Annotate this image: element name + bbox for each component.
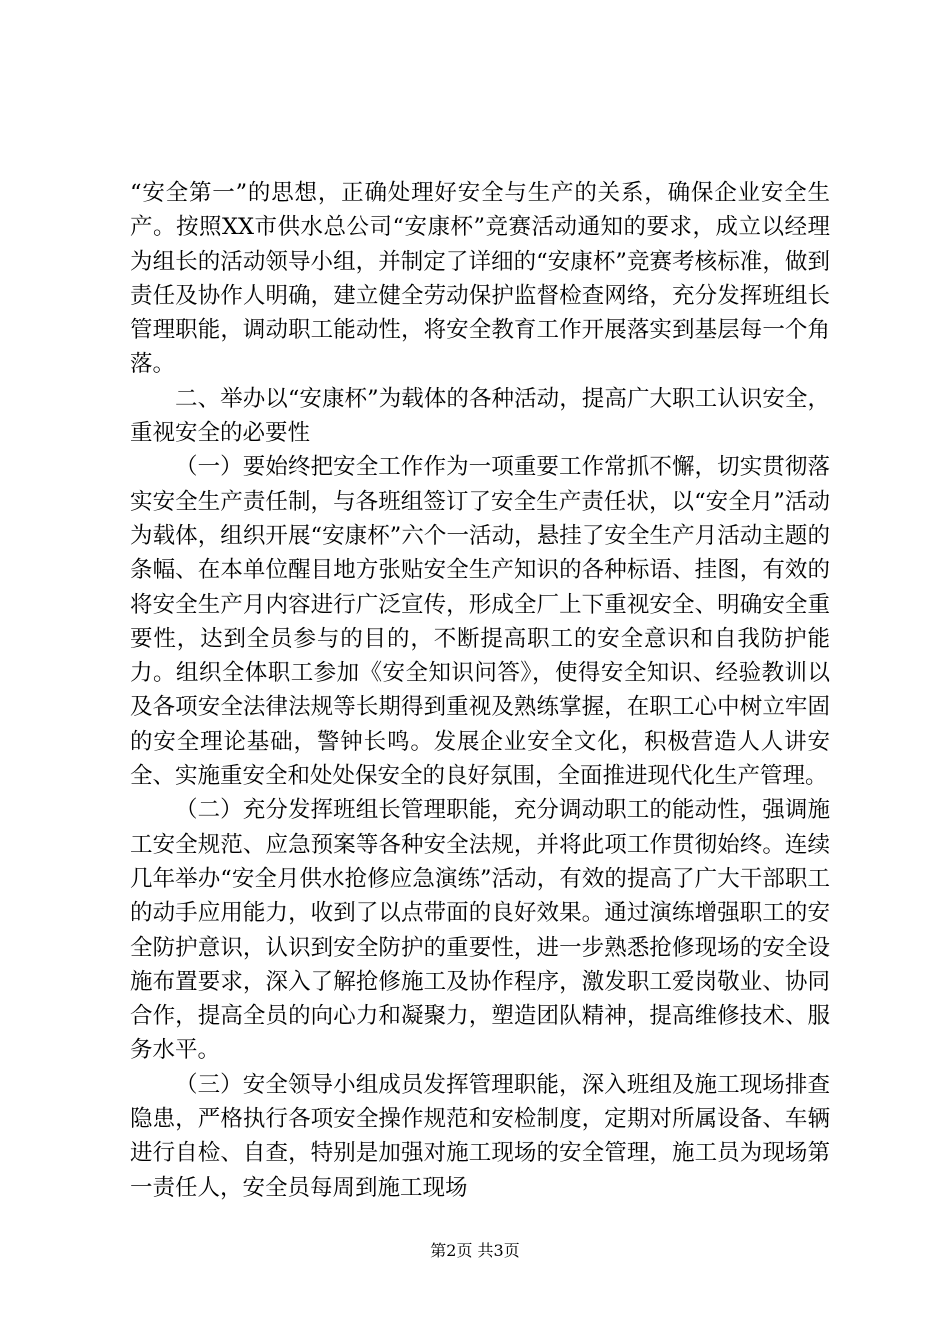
- page-footer: [0, 1240, 950, 1262]
- page-number: 第2页 共3页: [430, 1241, 520, 1260]
- paragraph-item-one: （一）要始终把安全工作作为一项重要工作常抓不懈，切实贯彻落实安全生产责任制，与各班组签订了安全生产责任状，以“安全月”活动为载体，组织开展“安康杯”六个一活动，悬挂了安全生产月活动主题的条幅、在本单位醒目地方张贴安全生产知识的各种标语、挂图，有效的将安全生产月内容进行广泛宣传，形成全厂上下重视安全、明确安全重要性，达到全员参与的目的，不断提高职工的安全意识和自我防护能力。组织全体职工参加《安全知识问答》，使得安全知识、经验教训以及各项安全法律法规等长期得到重视及熟练掌握，在职工心中树立牢固的安全理论基础，警钟长鸣。发展企业安全文化，积极营造人人讲安全、实施重安全和处处保安全的良好氛围，全面推进现代化生产管理。: [130, 454, 830, 790]
- paragraph-item-three: （三）安全领导小组成员发挥管理职能，深入班组及施工现场排查隐患，严格执行各项安全操作规范和安检制度，定期对所属设备、车辆进行自检、自查，特别是加强对施工现场的安全管理，施工员为现场第一责任人，安全员每周到施工现场: [130, 1071, 830, 1201]
- document-body: [130, 176, 830, 1205]
- paragraph-item-two: （二）充分发挥班组长管理职能，充分调动职工的能动性，强调施工安全规范、应急预案等各种安全法规，并将此项工作贯彻始终。连续几年举办“安全月供水抢修应急演练”活动，有效的提高了广大干部职工的动手应用能力，收到了以点带面的良好效果。通过演练增强职工的安全防护意识，认识到安全防护的重要性，进一步熟悉抢修现场的安全设施布置要求，深入了解抢修施工及协作程序，激发职工爱岗敬业、协同合作，提高全员的向心力和凝聚力，塑造团队精神，提高维修技术、服务水平。: [130, 797, 830, 1064]
- section-heading-two: 二、举办以“安康杯”为载体的各种活动，提高广大职工认识安全，重视安全的必要性: [130, 385, 830, 447]
- paragraph-intro: “安全第一”的思想，正确处理好安全与生产的关系，确保企业安全生产。按照XX市供水总公司“安康杯”竞赛活动通知的要求，成立以经理为组长的活动领导小组，并制定了详细的“安康杯”竞赛考核标准，做到责任及协作人明确，建立健全劳动保护监督检查网络，充分发挥班组长管理职能，调动职工能动性，将安全教育工作开展落实到基层每一个角落。: [130, 180, 830, 378]
